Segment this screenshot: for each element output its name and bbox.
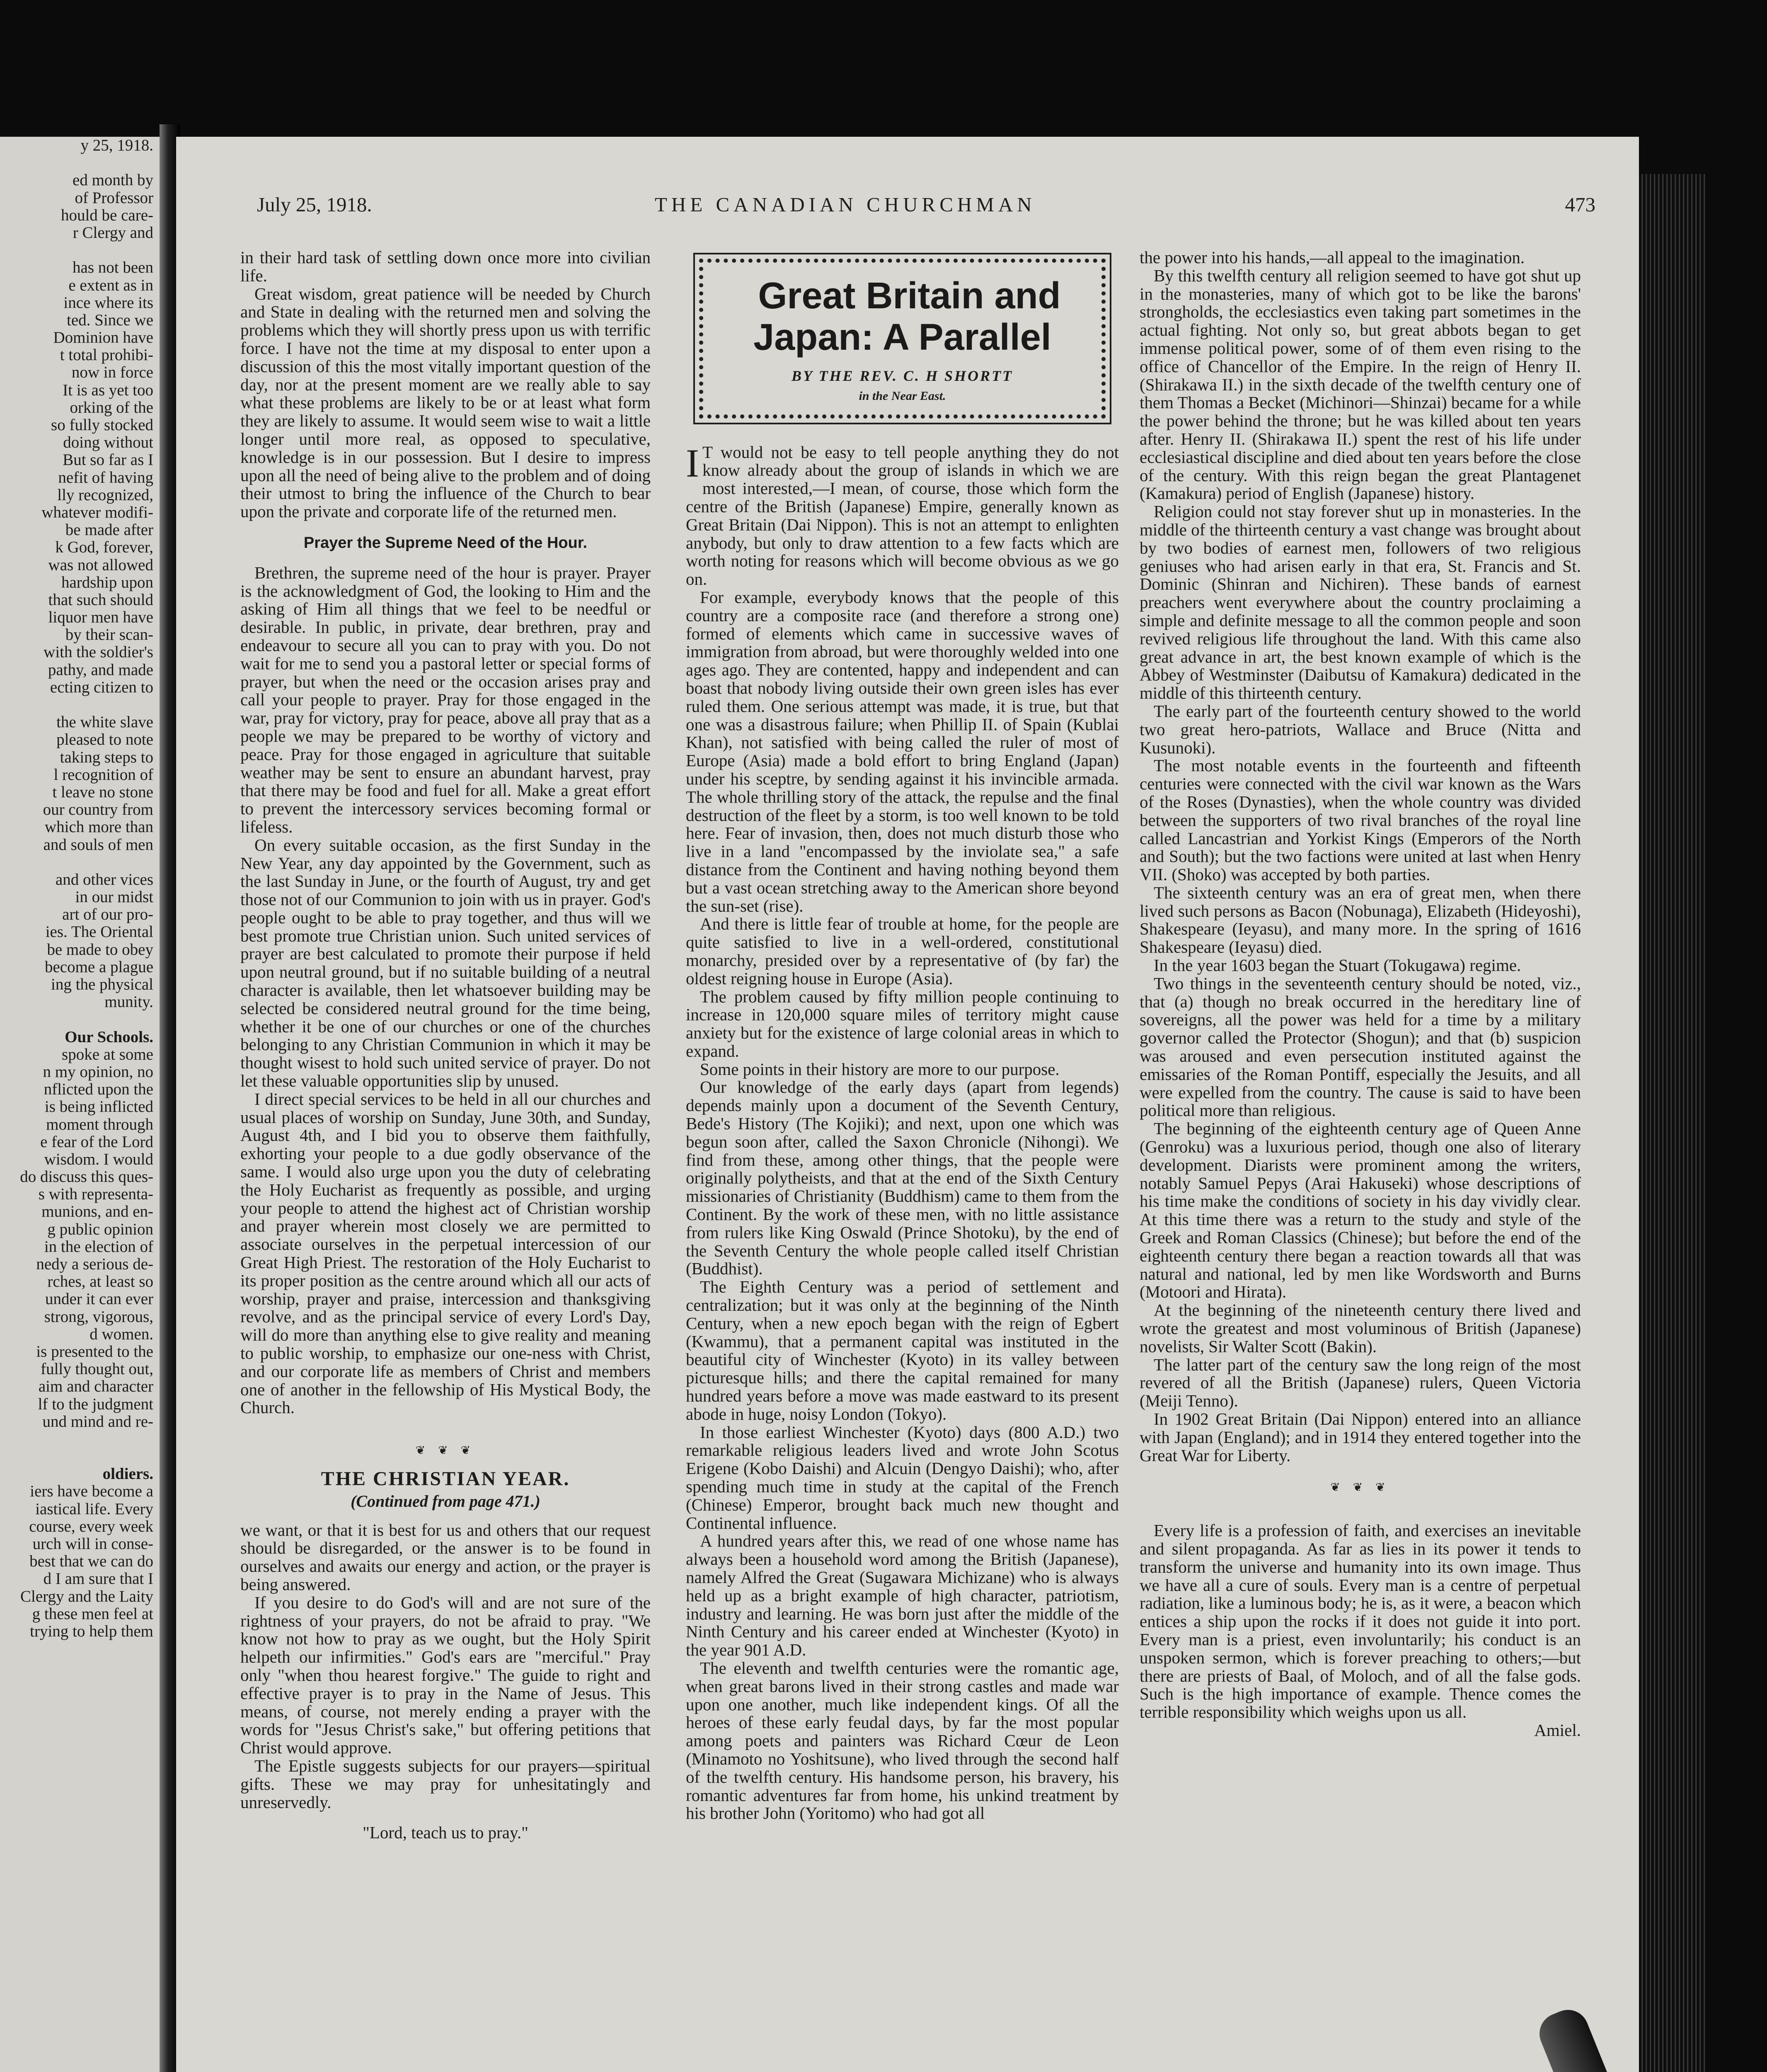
left-page-line: s with representa- — [38, 1186, 153, 1203]
paragraph: Some points in their history are more to our purpose. — [700, 1059, 1060, 1079]
left-page-line: and souls of men — [43, 836, 153, 854]
left-page-line: pathy, and made — [48, 661, 153, 679]
left-page-line: do discuss this ques- — [20, 1168, 153, 1186]
left-page-line: and other vices — [55, 871, 153, 888]
ornament-divider: ❦ ❦ ❦ — [415, 1444, 476, 1457]
quote-paragraph: Every life is a profession of faith, and exercises an inevitable and silent propaganda. As far as lies in its power it tends to transform the universe and humanity into its own image. Thus we have all a cure of souls. Every man is a centre of perpetual radiation, like a luminous body; he is, as it were, a beacon which entices a ship upon the rocks if it does not guide it into port. Every man is a priest, even involuntarily; his conduct is an unspoken sermon, which is forever preaching to others;—but there are priests of Baal, of Moloch, and of all the false gods. Such is the high importance of example. Thence comes the terrible responsibility which weighs upon us all. — [1140, 1521, 1581, 1722]
paragraph: The Eighth Century was a period of settlement and centralization; but it was only at the beginning of the Ninth Century, when a new epoch began with the reign of Egbert (Kwammu), that a permanent capital was instituted in the beautiful city of Winchester (Kyoto) in its valley between picturesque hills; and there the capital remained for many hundred years before a move was made eastward to its present abode in huge, noisy London (Tokyo). — [686, 1277, 1119, 1423]
left-page-line: Clergy and the Laity — [20, 1588, 153, 1605]
left-page-line: of Professor — [75, 189, 153, 207]
left-page-line: munions, and en- — [41, 1203, 153, 1221]
closing-line: "Lord, teach us to pray." — [363, 1823, 528, 1842]
paragraph: Our knowledge of the early days (apart from legends) depends mainly upon a document of the Seventh Century, Bede's History (The Kojiki); and next, upon one which was begun soon after, called the Saxon Chronicle (Nihongi). We find from these, among other things, that the people were originally polytheists, and that at the end of the Sixth Century missionaries of Christianity (Buddhism) came to them from the Continent. By the work of these men, with no little assistance from rulers like King Oswald (Prince Shotoku), by the end of the Seventh Century the whole people called itself Christian (Buddhist). — [686, 1077, 1119, 1278]
left-page-line: ing the physical — [51, 976, 153, 993]
paragraph: The beginning of the eighteenth century age of Queen Anne (Genroku) was a luxurious period, though one also of literary development. Diarists were prominent among the writers, notably Samuel Pepys (Arai Hakuseki) whose descriptions of his time make the conditions of society in his day vividly clear. At this time there was a return to the study and style of the Greek and Roman Classics (Chinese); but before the end of the eighteenth century there began a reaction towards all that was natural and national, led by men like Wordsworth and Burns (Motoori and Hirata). — [1140, 1119, 1581, 1302]
left-page-line: Our Schools. — [65, 1028, 153, 1046]
paragraph: At the beginning of the nineteenth century there lived and wrote the greatest and most voluminous of British (Japanese) novelists, Sir Walter Scott (Bakin). — [1140, 1300, 1581, 1356]
left-page-line: art of our pro- — [62, 906, 153, 924]
column-3 — [1140, 249, 1581, 1740]
paragraph: By this twelfth century all religion seemed to have got shut up in the monasteries, many of which got to be like the barons' strongholds, the ecclesiastics even taking part sometimes in the actual fighting. Not only so, but great abbots began to get immense political power, some of of them even rising to the office of Chancellor of the Empire. In the reign of Henry II. (Shirakawa II.) in the sixth decade of the twelfth century one of them Thomas a Becket (Michinori—Shinzai) became for a while the power behind the throne; but he was killed about ten years after. Henry II. (Shirakawa II.) spent the rest of his life under ecclesiastical discipline and died about ten years before the close of the century. With this reign began the great Plantagenet (Kamakura) period of English (Japanese) history. — [1140, 266, 1581, 503]
left-page-line — [0, 154, 166, 172]
opening-text: T would not be easy to tell people anything they do not know already about the group of islands in which we are most interested,—I mean, of course, those which form the centre of the British (Japanese) Empire, generally known as Great Britain (Dai Nippon). This is not an attempt to enlighten anybody, but only to draw attention to a few facts which are worth noting for reasons which will become obvious as we go on. — [686, 442, 1119, 589]
left-page-line: e fear of the Lord — [40, 1133, 153, 1151]
paragraph: The problem caused by fifty million people continuing to increase in 120,000 square miles of territory might cause anxiety but for the existence of large colonial areas in which to expand. — [686, 987, 1119, 1060]
left-page-line: whatever modifi- — [41, 503, 153, 521]
left-page-line: munity. — [104, 993, 153, 1011]
left-page-line: taking steps to — [60, 748, 153, 766]
left-page-line: be made to obey — [47, 941, 153, 959]
left-page-line: strong, vigorous, — [44, 1308, 153, 1326]
left-page-line: ed month by — [73, 172, 153, 189]
left-page-line: und mind and re- — [42, 1413, 153, 1431]
paragraph: The most notable events in the fourteenth and fifteenth centuries were connected with the civil war known as the Wars of the Roses (Dynasties), when the whole country was divided between the supporters of two rival branches of the royal line called Lancastrian and Yorkist Kings (Emperors of the North and South); but the two factions were united at last when Henry VII. (Shoko) was accepted by both parties. — [1140, 756, 1581, 884]
paragraph: On every suitable occasion, as the first Sunday in the New Year, any day appointed by the Government, such as the last Sunday in June, or the fourth of August, try and get those not of our Communion to join with us in prayer. God's people ought to be able to pray together, and thus will we best promote true Christian union. Such united services of prayer are best calculated to promote their purpose if held upon neutral ground, but if no suitable building of a neutral character is available, then let whatsoever building may be selected be considered neutral ground for the time being, whether it be one of our churches or one of the churches belonging to any Christian Communion in which it may be thought wisest to hold such united service of prayer. Do not let these valuable opportunities slip by unused. — [240, 835, 651, 1091]
left-page-line: t leave no stone — [52, 783, 153, 801]
page-edges — [1639, 174, 1705, 2072]
left-page-line: ted. Since we — [66, 311, 153, 329]
paragraph: The sixteenth century was an era of great men, when there lived such persons as Bacon (Nobunaga), Elizabeth (Hideyoshi), Shakespeare (Ieyasu), and many more. In the spring of 1616 Shakespeare (Ieyasu) died. — [1140, 883, 1581, 957]
article-title: THE CHRISTIAN YEAR. — [321, 1468, 570, 1490]
left-page-line: orking of the — [70, 399, 153, 416]
left-page-line: nedy a serious de- — [36, 1256, 153, 1273]
left-page-line: our country from — [43, 801, 153, 819]
paragraph: I direct special services to be held in all our churches and usual places of worship on Sunday, June 30th, and Sunday, August 4th, and I bid you to observe them faithfully, exhorting your people to a due godly observance of the same. I would also urge upon you the duty of celebrating the Holy Eucharist as frequently as possible, and urging your people to attend the highest act of Christian worship and prayer wherein most closely we are permitted to associate ourselves in the perpetual intercession of our Great High Priest. The restoration of the Holy Eucharist to its proper position as the centre around which all our acts of worship, prayer and praise, intercession and thanksgiving revolve, and as the principal service of every Lord's Day, will do more than anything else to give reality and meaning to public worship, to emphasize our one-ness with Christ, and our corporate life as members of Christ and members one of another in the fellowship of His Mystical Body, the Church. — [240, 1089, 651, 1417]
byline-location: in the Near East. — [859, 389, 946, 403]
left-page-line: so fully stocked — [51, 416, 153, 434]
left-page-line: ies. The Oriental — [45, 923, 153, 941]
left-page-line: with the soldier's — [44, 644, 153, 661]
opening-paragraph — [686, 443, 1119, 588]
left-page-line: trying to help them — [30, 1622, 153, 1640]
left-page-line: be made after — [65, 521, 153, 539]
paragraph: The latter part of the century saw the long reign of the most revered of all the British (Japanese) rulers, Queen Victoria (Meiji Tenno). — [1140, 1355, 1581, 1411]
left-page-line: that such should — [48, 591, 153, 609]
left-page-line: in our midst — [75, 888, 153, 906]
paragraph: In those earliest Winchester (Kyoto) days (800 A.D.) two remarkable religious leaders lived and wrote John Scotus Erigene (Kobo Daishi) and Alcuin (Dengyo Daishi); who, after spending much time in study at the capital of the French (Chinese) Emperor, brought back much new thought and Continental influence. — [686, 1422, 1119, 1532]
paragraph: Religion could not stay forever shut up in monasteries. In the middle of the thirteenth century a vast change was brought about by two bodies of earnest men, followers of two religious geniuses who had arisen early in that era, St. Francis and St. Dominic (Shinran and Nichiren). These bands of earnest preachers went everywhere about the country proclaiming a simple and definite message to all the common people and soon revived religious life throughout the land. With this came also great advance in art, the best known example of which is the Abbey of Westminster (Daibutsu of Kamakura) dedicated in the middle of this thirteenth century. — [1140, 502, 1581, 703]
left-page-line: g these men feel at — [32, 1605, 153, 1623]
header-date: July 25, 1918. — [257, 193, 372, 216]
paragraph: For example, everybody knows that the people of this country are a composite race (and therefore a strong one) formed of elements which came in successive waves of immigration from abroad, but were thoroughly welded into one ages ago. They are contented, happy and independent and can boast that nobody living outside their own green isles has ever ruled them. One serious attempt was made, it is true, but that one was a disastrous failure; when Phillip II. of Spain (Kublai Khan), not satisfied with being called the ruler of most of Europe (Asia) made a bold effort to bring England (Japan) under his sceptre, by sending against it his invincible armada. The whole thrilling story of the attack, the repulse and the final destruction of the fleet by a storm, is too well known to be told here. Fear of invasion, then, does not much disturb those who live in a land "encompassed by the inviolate sea," a safe distance from the Continent and having nothing beyond them but a vast ocean stretching away to the American shore beyond the sun-set (rise). — [686, 587, 1119, 915]
left-page-line: lly recognized, — [57, 486, 153, 504]
left-page-line: is being inflicted — [44, 1098, 153, 1116]
paragraph: Two things in the seventeenth century should be noted, viz., that (a) though no break occurred in the hereditary line of sovereigns, all the power was held for a time by a military governor called the Protector (Shogun); and that (b) suspicion was aroused and even persecution instituted against the emissaries of the Roman Pontiff, especially the Jesuits, and all were expelled from the country. The cause is said to have been political more than religious. — [1140, 973, 1581, 1120]
paragraph: The eleventh and twelfth centuries were the romantic age, when great barons lived in their strong castles and made war upon one another, much like independent kings. Of all the heroes of these early feudal days, by far the most popular among poets and painters was Richard Cœur de Leon (Minamoto no Yoshitsune), who lived through the second half of the twelfth century. His handsome person, his bravery, his romantic adventures far from home, his unkind treatment by his brother John (Yoritomo) who had got all — [686, 1658, 1119, 1823]
page-number: 473 — [1565, 193, 1595, 216]
left-page-line: lf to the judgment — [38, 1395, 153, 1413]
left-page-line: Dominion have — [53, 329, 153, 347]
left-page-line — [0, 1011, 166, 1028]
left-page-line: It is as yet too — [63, 381, 153, 399]
left-page-line: in the election of — [44, 1238, 153, 1256]
continued-note: (Continued from page 471.) — [351, 1491, 540, 1510]
left-page-line: nflicted upon the — [44, 1081, 153, 1099]
paragraph: If you desire to do God's will and are not sure of the rightness of your prayers, do not be afraid to pray. "We know not how to pray as we ought, but the Holy Spirit helpeth our infirmities." God's ears are "merciful." Pray only "when thou hearest forgive." The guide to right and effective prayer is to pray in the Name of Jesus. This means, of course, not merely ending a prayer with the words for "Jesus Christ's sake," but offering petitions that Christ would approve. — [240, 1593, 651, 1757]
left-page-line: iers have become a — [30, 1483, 153, 1501]
left-page-text — [0, 137, 166, 1640]
left-page-line: liquor men have — [48, 609, 153, 627]
paragraph: In 1902 Great Britain (Dai Nippon) entered into an alliance with Japan (England); and in 1914 they entered together into the Great War for Liberty. — [1140, 1409, 1581, 1465]
left-page-line: t total prohibi- — [60, 346, 153, 364]
running-header — [215, 193, 1595, 224]
left-page-line: iastical life. Every — [35, 1500, 153, 1518]
left-page-line: aim and character — [38, 1378, 153, 1396]
left-page-line: oldiers. — [102, 1465, 153, 1483]
left-page-line: moment through — [46, 1116, 153, 1133]
ornament-divider: ❦ ❦ ❦ — [1330, 1481, 1390, 1494]
left-page-line: doing without — [63, 434, 153, 452]
quote-author: Amiel. — [1534, 1720, 1581, 1740]
left-page-line: become a plague — [44, 958, 153, 976]
left-page-line: l recognition of — [53, 766, 153, 784]
masthead: THE CANADIAN CHURCHMAN — [655, 193, 1036, 216]
left-page-line: was not allowed — [48, 556, 153, 574]
left-page-line: nefit of having — [58, 469, 153, 487]
column-2 — [686, 249, 1119, 1823]
paragraph: A hundred years after this, we read of one whose name has always been a household word among the British (Japanese), namely Alfred the Great (Sugawara Michizane) who is always held up as a bright example of high character, patriotism, industry and learning. He was born just after the middle of the Ninth Century and his career ended at Winchester (Kyoto) in the year 901 A.D. — [686, 1531, 1119, 1660]
left-page-line — [0, 854, 166, 871]
left-page-line: k God, forever, — [55, 539, 153, 557]
left-page-line: course, every week — [29, 1518, 153, 1535]
left-page-line: e extent as in — [68, 276, 153, 294]
left-page-line: is presented to the — [36, 1343, 153, 1360]
left-page-line: hardship upon — [61, 574, 153, 591]
left-page-line: urch will in conse- — [32, 1535, 153, 1553]
left-page-line: But so far as I — [63, 451, 153, 469]
left-page-line: pleased to note — [56, 731, 153, 749]
paragraph: Brethren, the supreme need of the hour is prayer. Prayer is the acknowledgment of God, the looking to Him and the asking of Him all things that we feel to be needful or desirable. In public, in private, dear brethren, pray and endeavour to secure all you can to pray with you. Do not wait for me to send you a pastoral letter or special forms of prayer, but when the need or the occasion arises pray and call your people to prayer. Pray for those engaged in the war, pray for victory, pray for peace, above all pray that as a people we may be prepared to be worthy of victory and peace. Pray for those engaged in agriculture that suitable weather may be sent to ensure an abundant harvest, pray that there may be food and fuel for all. Make a great effort to prevent the intercessory services becoming formal or lifeless. — [240, 563, 651, 836]
paragraph: And there is little fear of trouble at home, for the people are quite satisfied to live in a well-ordered, constitutional monarchy, presided over by a representative of (by far) the oldest reigning house in Europe (Asia). — [686, 914, 1119, 988]
left-page-line: has not been — [73, 259, 153, 277]
paragraph: the power into his hands,—all appeal to the imagination. — [1140, 248, 1525, 267]
left-page-line: d women. — [90, 1325, 153, 1343]
paragraph: In the year 1603 began the Stuart (Tokugawa) regime. — [1154, 956, 1521, 975]
section-heading: Prayer the Supreme Need of the Hour. — [303, 534, 588, 552]
paragraph: we want, or that it is best for us and others that our request should be disregarded, or the answer is to be found in ourselves and awaits our energy and action, or the prayer is being answered. — [240, 1520, 651, 1594]
left-page-line: d I am sure that I — [43, 1570, 153, 1588]
byline: BY THE REV. C. H SHORTT — [791, 368, 1014, 384]
left-page-line: spoke at some — [62, 1046, 153, 1063]
drop-cap: I — [686, 441, 699, 485]
column-1 — [240, 249, 651, 1842]
left-page-line: now in force — [71, 364, 153, 382]
left-page-line: best that we can do — [29, 1553, 153, 1571]
left-page-line: n my opinion, no — [43, 1063, 153, 1081]
article-title-box — [693, 253, 1111, 424]
paragraph: The early part of the fourteenth century showed to the world two great hero-patriots, Wallace and Bruce (Nitta and Kusunoki). — [1140, 701, 1581, 757]
left-page-line: rches, at least so — [47, 1273, 153, 1291]
left-page-line — [0, 1431, 166, 1448]
paragraph: Great wisdom, great patience will be needed by Church and State in dealing with the returned men and solving the problems which they will shortly press upon us with terrific force. I have not the time at my disposal to enter upon a discussion of this the most vitally important question of the day, nor at the present moment are we really able to say what these problems are likely to be or at least what form they are likely to assume. It would seem wise to wait a little longer until more real, as opposed to speculative, knowledge is in our possession. But I desire to impress upon all the need of being alive to the problem and of doing their utmost to bring the influence of the Church to bear upon the private and corporate life of the returned men. — [240, 284, 651, 521]
left-page-line: fully thought out, — [41, 1360, 153, 1378]
left-page-line: ince where its — [63, 294, 153, 312]
left-page-line: r Clergy and — [73, 224, 153, 242]
left-page-line: which more than — [44, 818, 153, 836]
left-page-line: by their scan- — [65, 626, 153, 644]
left-page-line: y 25, 1918. — [80, 137, 153, 154]
paragraph: in their hard task of settling down once more into civilian life. — [240, 248, 651, 285]
left-page-line: under it can ever — [45, 1290, 153, 1308]
left-page-line: hould be care- — [61, 206, 153, 224]
left-page-line — [0, 242, 166, 259]
left-page-line: g public opinion — [47, 1220, 153, 1238]
article-title: Great Britain and Japan: A Parallel — [753, 275, 1061, 358]
left-page-line — [0, 696, 166, 714]
left-page-line: ecting citizen to — [50, 678, 153, 696]
left-page-line: the white slave — [56, 714, 153, 731]
paragraph: The Epistle suggests subjects for our prayers—spiritual gifts. These we may pray for unhesitatingly and unreservedly. — [240, 1756, 651, 1812]
left-page-line — [0, 1448, 166, 1465]
left-page-fragment — [0, 137, 166, 2072]
left-page-line: wisdom. I would — [44, 1150, 153, 1168]
